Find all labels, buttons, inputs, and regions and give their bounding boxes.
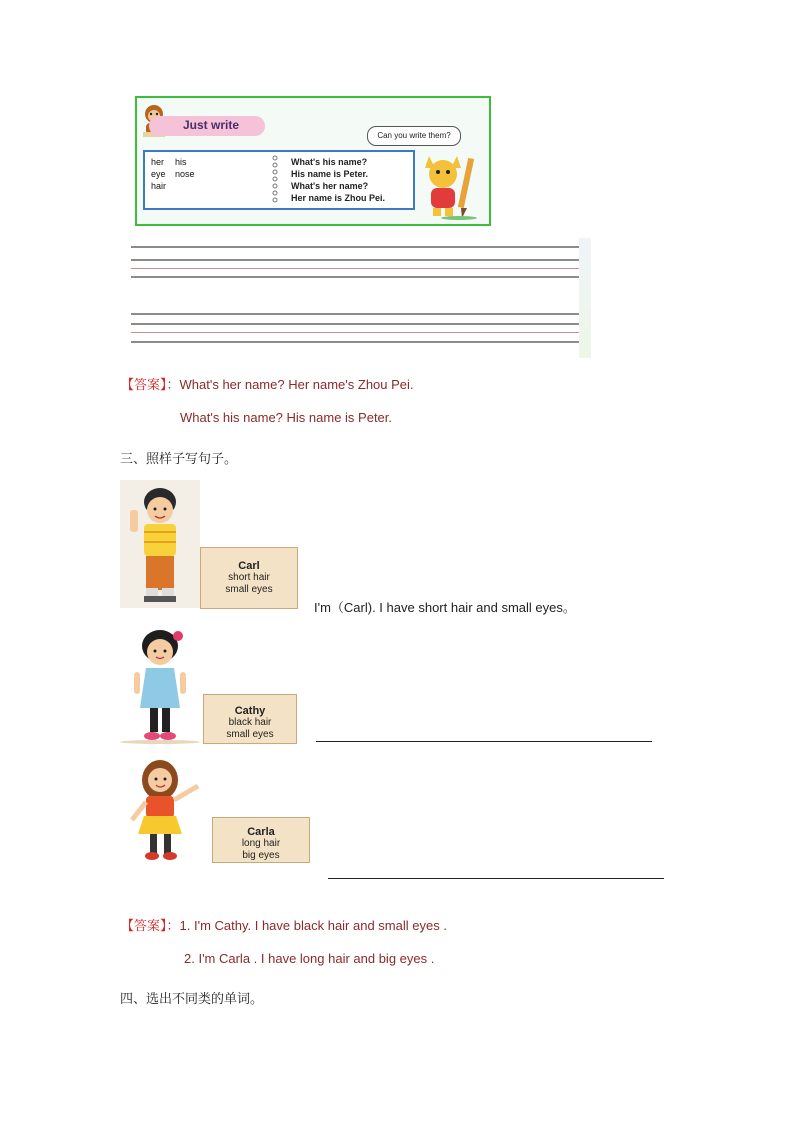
word-list xyxy=(151,156,199,192)
sentence: Her name is Zhou Pei. xyxy=(291,193,386,203)
just-write-banner xyxy=(149,116,265,136)
answer-tag: 【答案】： xyxy=(121,377,180,392)
card-line: short hair xyxy=(228,572,270,583)
card-name: Carla xyxy=(247,826,275,838)
card-name: Carl xyxy=(238,560,260,572)
section-4-heading: 四、选出不同类的单词。 xyxy=(120,991,264,1006)
sentence-list xyxy=(291,156,385,204)
sentence: What's his name? xyxy=(291,157,368,167)
word-row: eye nose xyxy=(151,169,195,179)
notebook xyxy=(143,150,415,210)
answer-2-line-2: 2. I'm Carla . I have long hair and big eyes . xyxy=(184,951,435,966)
girl-cathy-illustration xyxy=(120,626,200,744)
example-sentence: I'm（Carl). I have short hair and small eyes。 xyxy=(314,600,576,615)
just-write-panel xyxy=(135,96,491,226)
section-3-heading: 三、照样子写句子。 xyxy=(120,451,238,466)
writing-line xyxy=(131,246,579,248)
writing-line xyxy=(131,276,579,278)
card-line: small eyes xyxy=(226,729,274,740)
image-edge xyxy=(579,238,591,358)
writing-line-red xyxy=(131,332,579,333)
name-card-cathy xyxy=(203,694,297,744)
answer-blank-line[interactable] xyxy=(328,878,664,879)
sentence: What's her name? xyxy=(291,181,369,191)
answer-2-line-1: 【答案】：1. I'm Cathy. I have black hair and small eyes . xyxy=(121,918,447,933)
boy-carl-illustration xyxy=(120,480,200,608)
speech-bubble: Can you write them? xyxy=(367,126,461,146)
card-line: black hair xyxy=(228,717,272,728)
girl-carla-illustration xyxy=(122,756,208,864)
banner-title: Just write xyxy=(183,118,240,132)
writing-line xyxy=(131,341,579,343)
cat-with-pencil-icon xyxy=(419,148,479,220)
name-card-carl xyxy=(200,547,298,609)
writing-line xyxy=(131,259,579,261)
answer-1-line-2: What's his name? His name is Peter. xyxy=(180,410,393,425)
card-line: long hair xyxy=(241,838,281,849)
word-row: hair xyxy=(151,181,167,191)
writing-line xyxy=(131,313,579,315)
writing-line-red xyxy=(131,268,579,269)
answer-1-line-1: 【答案】：What's her name? Her name's Zhou Pei. xyxy=(121,377,414,392)
word-row: her his xyxy=(151,157,187,167)
card-line: big eyes xyxy=(242,850,280,861)
card-name: Cathy xyxy=(234,705,266,717)
name-card-carla xyxy=(212,817,310,863)
card-line: small eyes xyxy=(225,584,273,595)
answer-tag: 【答案】： xyxy=(121,918,180,933)
sentence: His name is Peter. xyxy=(291,169,369,179)
writing-line xyxy=(131,323,579,325)
answer-blank-line[interactable] xyxy=(316,741,652,742)
spiral-rings xyxy=(271,154,279,208)
